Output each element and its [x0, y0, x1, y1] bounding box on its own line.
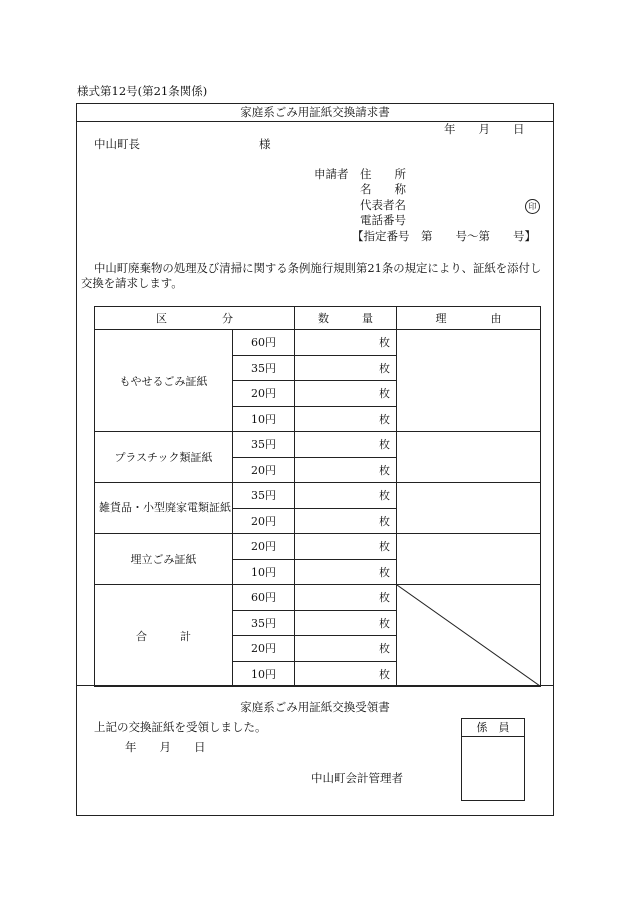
quantity-cell[interactable]: 枚 — [295, 432, 397, 458]
denomination: 20円 — [233, 381, 295, 407]
addressee-honorific: 様 — [259, 137, 271, 151]
category-burnable: もやせるごみ証紙 — [95, 330, 233, 432]
staff-label: 係 員 — [462, 719, 524, 737]
header-reason: 理 由 — [397, 307, 541, 330]
addressee: 中山町長 — [94, 137, 140, 151]
quantity-cell[interactable]: 枚 — [295, 610, 397, 636]
denomination: 20円 — [233, 636, 295, 662]
quantity-cell[interactable]: 枚 — [295, 483, 397, 509]
quantity-cell[interactable]: 枚 — [295, 330, 397, 356]
denomination: 60円 — [233, 585, 295, 611]
quantity-cell[interactable]: 枚 — [295, 355, 397, 381]
reason-cell[interactable] — [397, 330, 541, 432]
denomination: 35円 — [233, 432, 295, 458]
form-number: 様式第12号(第21条関係) — [77, 84, 208, 98]
denomination: 35円 — [233, 610, 295, 636]
applicant-phone-label: 電話番号 — [360, 213, 406, 227]
designation-number: 【指定番号 第 号〜第 号】 — [352, 229, 536, 243]
header-quantity: 数 量 — [295, 307, 397, 330]
reason-cell[interactable] — [397, 432, 541, 483]
quantity-cell[interactable]: 枚 — [295, 457, 397, 483]
quantity-cell[interactable]: 枚 — [295, 636, 397, 662]
quantity-cell[interactable]: 枚 — [295, 559, 397, 585]
denomination: 20円 — [233, 457, 295, 483]
receipt-manager: 中山町会計管理者 — [311, 771, 403, 785]
category-miscellaneous: 雑貨品・小型廃家電類証紙 — [95, 483, 233, 534]
denomination: 35円 — [233, 483, 295, 509]
denomination: 10円 — [233, 661, 295, 687]
receipt-date: 年 月 日 — [125, 740, 206, 754]
quantity-cell[interactable]: 枚 — [295, 381, 397, 407]
seal-mark — [525, 199, 540, 214]
staff-stamp-box[interactable] — [461, 718, 525, 801]
category-landfill: 埋立ごみ証紙 — [95, 534, 233, 585]
category-plastic: プラスチック類証紙 — [95, 432, 233, 483]
header-category: 区 分 — [95, 307, 295, 330]
request-text-line1: 中山町廃棄物の処理及び清掃に関する条例施行規則第21条の規定により、証紙を添付し — [94, 261, 542, 275]
request-date: 年 月 日 — [444, 122, 525, 136]
quantity-cell[interactable]: 枚 — [295, 661, 397, 687]
seal-icon: 印 — [525, 199, 540, 214]
category-total: 合 計 — [95, 585, 233, 687]
exchange-table — [94, 306, 541, 687]
receipt-title: 家庭系ごみ用証紙交換受領書 — [240, 700, 390, 714]
denomination: 10円 — [233, 559, 295, 585]
applicant-label: 申請者 — [314, 167, 349, 181]
applicant-name-label: 名 称 — [360, 182, 406, 196]
denomination: 20円 — [233, 534, 295, 560]
quantity-cell[interactable]: 枚 — [295, 534, 397, 560]
applicant-address-label: 住 所 — [360, 167, 406, 181]
reason-cell-crossed — [397, 585, 541, 687]
applicant-representative-label: 代表者名 — [360, 198, 406, 212]
diagonal-strike — [397, 585, 540, 686]
denomination: 20円 — [233, 508, 295, 534]
quantity-cell[interactable]: 枚 — [295, 585, 397, 611]
quantity-cell[interactable]: 枚 — [295, 406, 397, 432]
reason-cell[interactable] — [397, 534, 541, 585]
reason-cell[interactable] — [397, 483, 541, 534]
denomination: 10円 — [233, 406, 295, 432]
request-text-line2: 交換を請求します。 — [81, 276, 183, 290]
denomination: 60円 — [233, 330, 295, 356]
form-title: 家庭系ごみ用証紙交換請求書 — [240, 105, 390, 119]
quantity-cell[interactable]: 枚 — [295, 508, 397, 534]
receipt-text: 上記の交換証紙を受領しました。 — [94, 720, 267, 734]
denomination: 35円 — [233, 355, 295, 381]
